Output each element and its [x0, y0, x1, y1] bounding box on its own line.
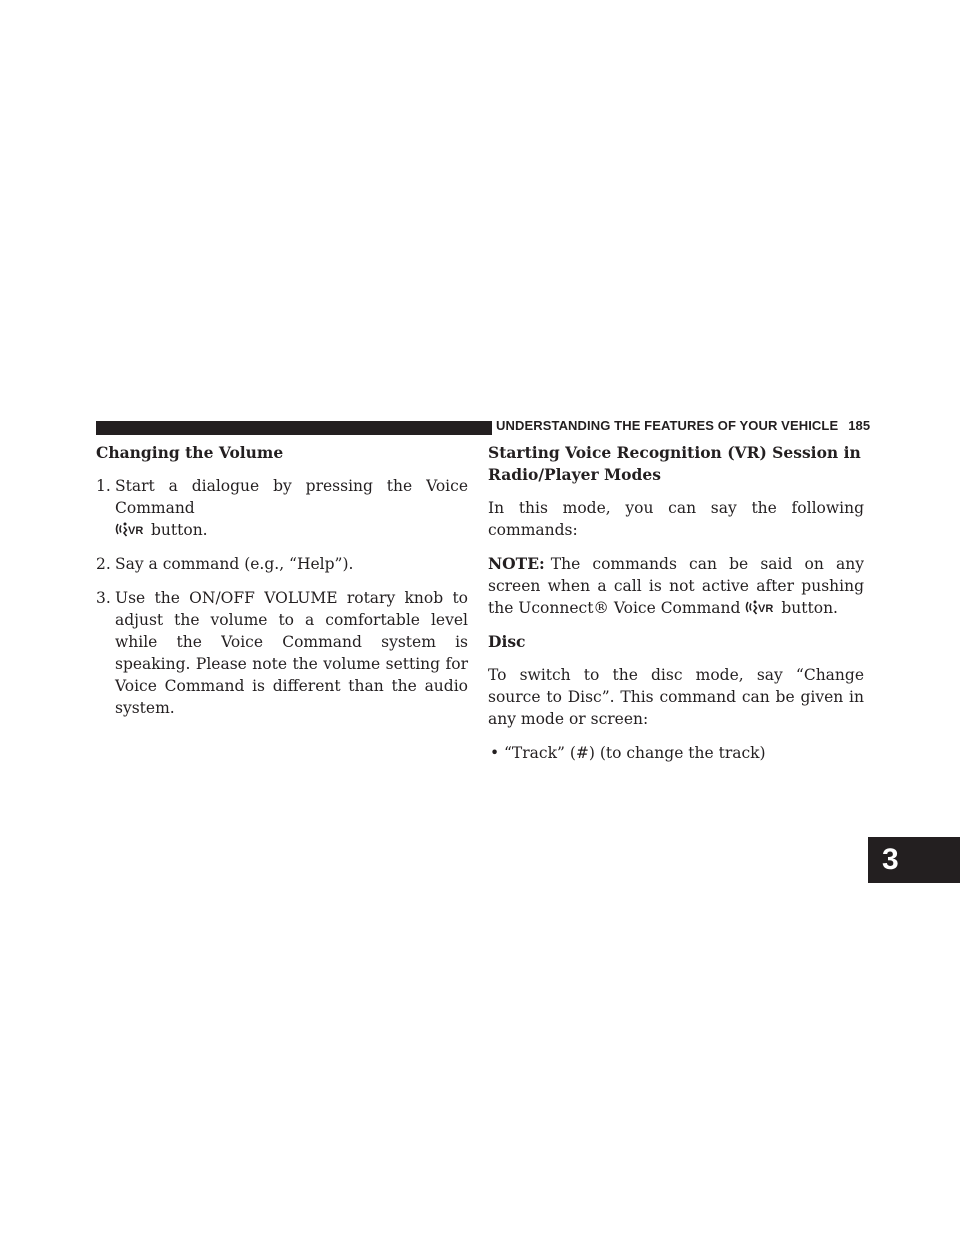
- list-item: [96, 553, 468, 575]
- bullet-icon: •: [490, 744, 500, 762]
- svg-text:VR: VR: [128, 525, 144, 537]
- chapter-tab: 3: [868, 837, 960, 883]
- note-text: button.: [781, 599, 838, 617]
- step-number: 3.: [96, 589, 111, 607]
- subheading-disc: Disc: [488, 632, 526, 651]
- page-number: 185: [848, 418, 871, 433]
- section-heading: Changing the Volume: [96, 443, 284, 462]
- step-text: [115, 475, 468, 541]
- step-number: 1.: [96, 477, 111, 495]
- note-text: The commands can be said on any screen when a call is not active after pushing the Uconnect® Voice Command: [488, 555, 864, 617]
- list-item: [96, 587, 468, 719]
- header-title: UNDERSTANDING THE FEATURES OF YOUR VEHICLE: [496, 418, 839, 433]
- note-paragraph: [488, 553, 864, 619]
- left-column: [96, 442, 468, 731]
- step-text-part: button.: [151, 521, 208, 539]
- note-label: NOTE:: [488, 554, 545, 573]
- disc-text: To switch to the disc mode, say “Change source to Disc”. This command can be given in any mode or screen:: [488, 666, 864, 728]
- step-text: Use the ON/OFF VOLUME rotary knob to adjust the volume to a comfortable level while the Voice Command system is speaking. Please note the volume setting for Voice Command is different than the audio system.: [115, 589, 468, 717]
- step-number: 2.: [96, 555, 111, 573]
- header-rule: [96, 421, 492, 435]
- step-text: Say a command (e.g., “Help”).: [115, 555, 354, 573]
- right-column: [488, 442, 864, 764]
- list-item: [488, 742, 864, 764]
- intro-text: In this mode, you can say the following commands:: [488, 499, 864, 539]
- section-heading: Starting Voice Recognition (VR) Session in Radio/Player Modes: [488, 443, 861, 484]
- list-item: [96, 475, 468, 541]
- running-header: [496, 418, 870, 433]
- voice-recognition-icon: [745, 599, 779, 615]
- step-text-part: Start a dialogue by pressing the Voice Command: [115, 477, 468, 517]
- svg-text:VR: VR: [758, 603, 774, 615]
- voice-recognition-icon: [115, 521, 149, 537]
- bullet-text: “Track” (#) (to change the track): [504, 744, 766, 762]
